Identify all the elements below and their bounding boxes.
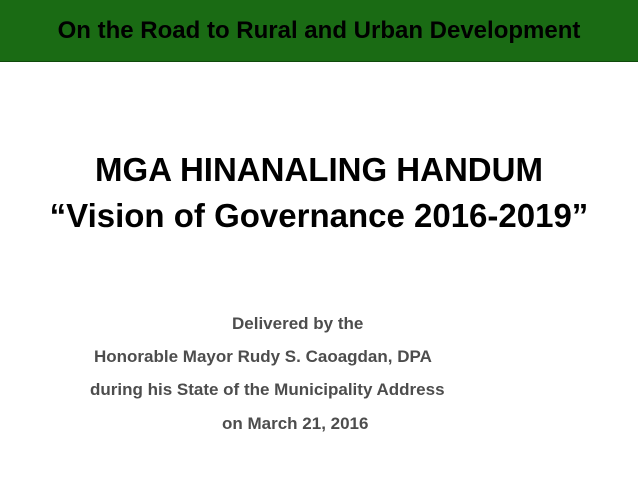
main-subtitle: “Vision of Governance 2016-2019”: [49, 197, 589, 234]
banner-title: On the Road to Rural and Urban Development: [57, 17, 581, 44]
delivered-by-line: Delivered by the: [232, 314, 364, 333]
date-line: on March 21, 2016: [222, 414, 369, 433]
speaker-line: Honorable Mayor Rudy S. Caoagdan, DPA: [94, 347, 432, 366]
occasion-line: during his State of the Municipality Address: [90, 380, 445, 399]
main-title: MGA HINANALING HANDUM: [95, 151, 543, 188]
header-banner: [0, 0, 638, 62]
